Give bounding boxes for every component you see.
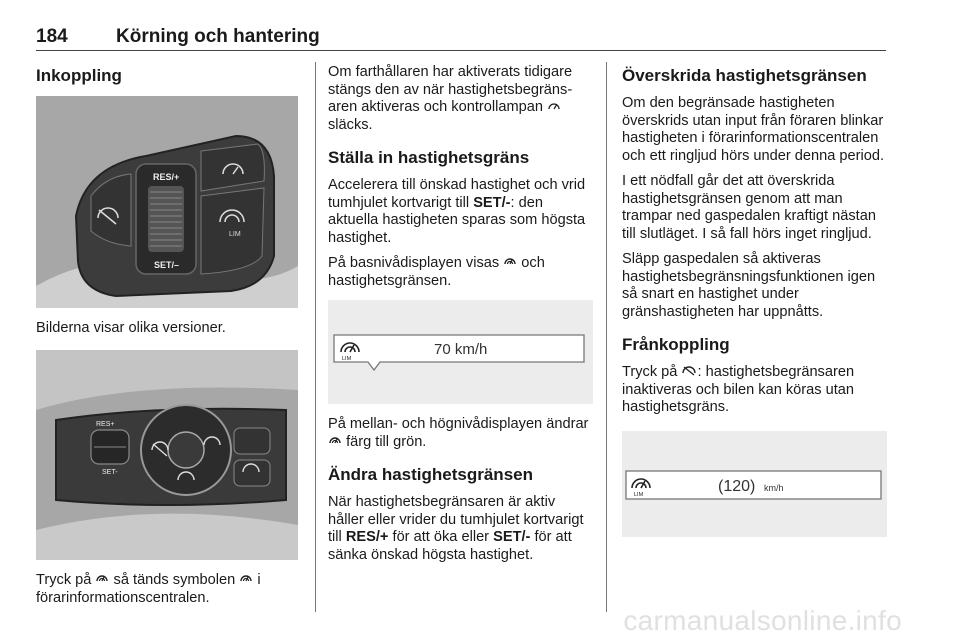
column-divider-1 [315, 62, 316, 612]
text-fragment: Tryck på [622, 364, 678, 380]
res-plus-label: RES/+ [345, 529, 389, 545]
text-fragment: släcks. [328, 116, 373, 133]
chapter-title: Körning och hantering [116, 26, 320, 47]
paragraph-basic-display [328, 255, 593, 290]
heading-deactivation: Frånkoppling [622, 335, 730, 354]
text-fragment: Tryck på [36, 572, 92, 588]
steering-wheel-drawing-1 [36, 96, 298, 308]
exceeded-display-drawing [622, 431, 887, 537]
paragraph-set-limit [328, 177, 593, 247]
paragraph-mid-display [328, 416, 593, 451]
text-fragment: för att sänka önskad högsta hastighet. [328, 529, 572, 563]
lim-label-display1: LIM [342, 356, 352, 362]
paragraph-exceed-2: I ett nödfall går det att överskrida hastighetsgränsen genom att man trampar ned gaspedalen kraftigt nästan till slutläget. I så fall hörs inget ringljud. [622, 173, 876, 242]
text-fragment: Om farthållaren har aktiverats tidigare stängs den av när hastighetsbegränsaren aktiveras och kontrollampan [328, 64, 573, 115]
page-number: 184 [36, 26, 68, 47]
paragraph-deactivation [622, 364, 887, 417]
speed-limiter-icon [328, 434, 342, 448]
text-fragment: : den aktuella hastigheten sparas som högsta hastighet. [328, 194, 586, 246]
text-fragment: färg till grön. [346, 433, 427, 450]
paragraph-cruise-deactivate [328, 64, 593, 134]
text-fragment: När hastighetsbegränsaren är aktiv håller eller vrider du tumhjulet kortvarigt till [328, 494, 584, 545]
text-fragment: Accelerera till önskad hastighet och vrid tumhjulet kortvarigt till [328, 177, 586, 211]
speed-limiter-icon [503, 255, 517, 269]
paragraph-exceed-3: Släpp gaspedalen så aktiveras hastighetsbegränsningsfunktionen igen så snart en hastighet under gränshastigheten har uppnåtts. [622, 251, 876, 320]
text-fragment: och hastighetsgränsen. [328, 255, 545, 289]
text-fragment: : hastighetsbegränsaren inaktiveras och bilen kan köras utan hastighetsgräns. [622, 364, 855, 415]
text-fragment: så tänds symbolen [113, 572, 236, 588]
steering-wheel-image-1 [36, 96, 298, 308]
steering-wheel-drawing-2 [36, 350, 298, 560]
display-unit: km/h [764, 482, 784, 493]
limiter-off-icon [681, 364, 697, 378]
heading-change-limit: Ändra hastighetsgränsen [328, 465, 533, 484]
display-speed-70: 70 km/h [434, 341, 488, 358]
caption-versions: Bilderna visar olika versioner. [36, 320, 226, 336]
column-3 [622, 64, 887, 549]
btn-res-label: RES/+ [153, 172, 180, 182]
heading-set-limit: Ställa in hastighetsgräns [328, 148, 530, 167]
column-2 [328, 64, 593, 572]
column-divider-2 [606, 62, 607, 612]
text-fragment: På mellan- och högnivådisplayen ändrar [328, 416, 589, 432]
display-speed-120: (120) [718, 477, 756, 495]
speed-limiter-icon [95, 572, 109, 586]
btn-set-label: SET/– [154, 260, 180, 270]
set-label-img2: SET- [102, 469, 118, 476]
heading-inkoppling: Inkoppling [36, 66, 122, 85]
basic-display-drawing [328, 300, 593, 404]
paragraph-exceed-1: Om den begränsade hastigheten överskrids utan input från föraren blinkar hastigheten i förarinformationscentralen och ett ringljud hörs under denna period. [622, 95, 885, 164]
paragraph-change-limit [328, 494, 593, 564]
exceeded-display-image [622, 431, 887, 537]
text-fragment: i förarinformationscentralen. [36, 572, 261, 606]
watermark: carmanualsonline.info [623, 605, 902, 636]
text-fragment: På basnivådisplayen visas [328, 255, 500, 271]
basic-display-image [328, 300, 593, 404]
text-fragment: för att öka eller [392, 529, 490, 545]
steering-wheel-image-2 [36, 350, 298, 560]
lim-label-img1: LIM [229, 231, 241, 238]
set-minus-label: SET/- [493, 529, 531, 545]
set-minus-label: SET/- [473, 194, 511, 211]
speed-limiter-icon [239, 572, 253, 586]
res-label-img2: RES+ [96, 421, 115, 428]
paragraph-inkoppling [36, 572, 298, 607]
lim-label-display2: LIM [634, 491, 644, 498]
page-header [36, 26, 886, 51]
heading-exceed-limit: Överskrida hastighetsgränsen [622, 66, 867, 85]
cruise-control-icon [547, 99, 561, 113]
